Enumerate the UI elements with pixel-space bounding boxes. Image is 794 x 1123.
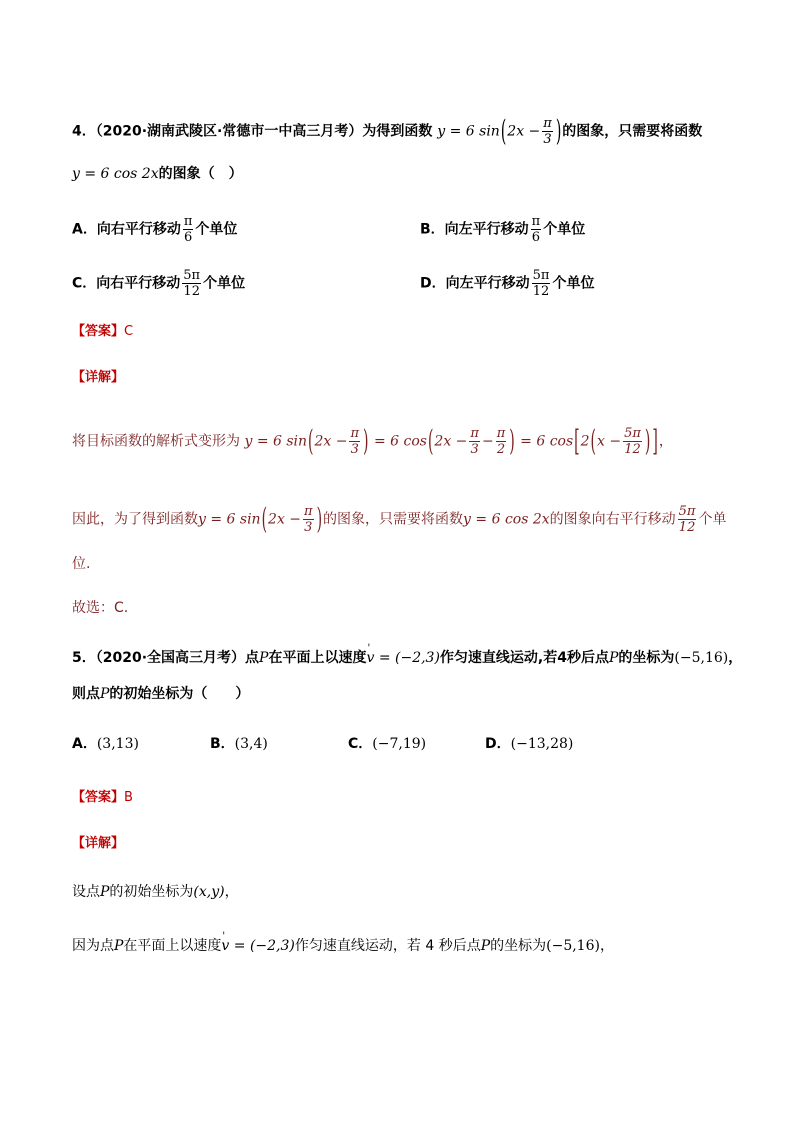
q4-conclusion: 故选：C.: [72, 600, 129, 616]
q5-option-a[interactable]: A．(3,13): [72, 736, 139, 752]
q4-detail-label: 【详解】: [72, 370, 125, 385]
q4-options-row2: [72, 268, 595, 299]
q5-option-c[interactable]: C．(−7,19): [348, 736, 427, 752]
q4-source: （2020·湖南武陵区·常德市一中高三月考）: [95, 123, 363, 140]
q4-detail-line2: 因此，为了得到函数y = 6 sin(2x − $\frac{\pi}{3}$ )的图象，只需要将函数y = 6 cos 2x的图象向右平行移动 $\frac{5\pi}{12}$ 个单: [72, 502, 727, 537]
q4-number: 4．: [72, 123, 96, 140]
q5-detail-line2: 因为点P在平面上以速度' v = (−2,3)作匀速直线运动，若 4 秒后点P的坐标为(−5,16)，: [72, 936, 614, 956]
q5-detail-line1: 设点P的初始坐标为(x,y)，: [72, 884, 239, 900]
q4-answer: [72, 322, 133, 342]
q5-detail-label: 【详解】: [72, 836, 125, 851]
answer-label: 【答案】: [72, 324, 125, 339]
q5-option-d[interactable]: D．(−13,28): [485, 736, 574, 752]
q5-velocity: ' v = (−2,3): [366, 648, 439, 668]
q4-target-func-prefix: y = 6 sin: [437, 123, 500, 140]
q4-options-row1: [72, 214, 586, 245]
q4-option-d[interactable]: D．向左平行移动 $\frac{5\pi}{12}$ 个单位: [420, 268, 595, 299]
q5-stem-line2: 则点P的初始坐标为（ ）: [72, 686, 250, 702]
answer-value: B: [124, 790, 133, 805]
q4-option-b[interactable]: B．向左平行移动 $\frac{\pi}{6}$ 个单位: [420, 214, 586, 245]
q5-option-b[interactable]: B．(3,4): [210, 736, 268, 752]
q4-stem-line1: 4．（2020·湖南武陵区·常德市一中高三月考）为得到函数 y = 6 sin(2x − $\frac{\pi}{3}$ )的图象，只需要将函数: [72, 114, 703, 149]
answer-label: 【答案】: [72, 790, 125, 805]
q5-number: 5．: [72, 650, 96, 666]
q4-base-func: y = 6 cos 2x: [72, 166, 159, 182]
q5-answer: [72, 788, 133, 808]
q4-detail-line1: 将目标函数的解析式变形为 y = 6 sin(2x − $\frac{\pi}{3}$ ) = 6 cos(2x − $\frac{\pi}{3}$ − $\frac{\pi}{2}$ ) = 6 cos[2(x − $\frac{5\pi}{12}$ ) ]，: [72, 424, 673, 459]
q4-stem-text3: 的图象（ ）: [158, 166, 243, 182]
q4-option-c[interactable]: C．向右平行移动 $\frac{5\pi}{12}$ 个单位: [72, 268, 246, 299]
q4-stem-text: 为得到函数: [362, 123, 433, 140]
q4-stem-text2: 的图象，只需要将函数: [562, 123, 703, 140]
q5-stem-line1: 5．（2020·全国高三月考）点P在平面上以速度' v = (−2,3)作匀速直线运动,若4秒后点P的坐标为(−5,16)，: [72, 648, 742, 668]
q4-option-a[interactable]: A．向右平行移动 $\frac{\pi}{6}$ 个单位: [72, 214, 238, 245]
q4-detail-line3: 位.: [72, 556, 91, 572]
q5-source: （2020·全国高三月考）: [95, 650, 246, 666]
answer-value: C: [124, 324, 134, 339]
q4-stem-line2: [72, 164, 243, 184]
